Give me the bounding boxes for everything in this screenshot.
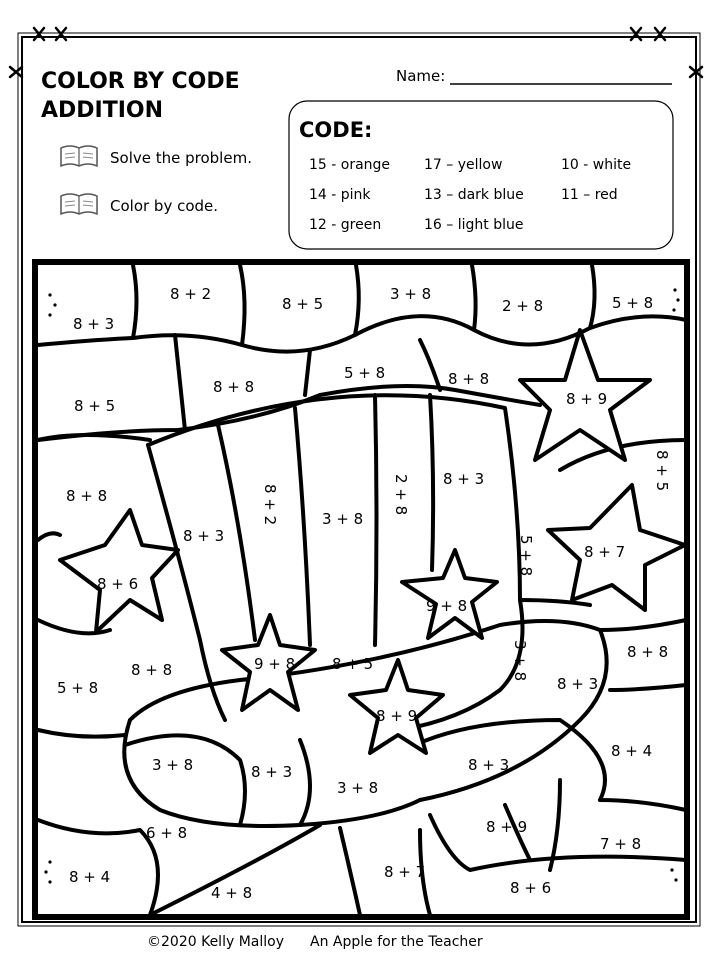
problem-label: 8 + 5 [282,295,324,313]
problem-label: 4 + 8 [211,884,253,902]
code-entry: 15 - orange [309,157,391,173]
problem-label: 2 + 8 [392,474,410,516]
book-icon [61,194,97,214]
name-label: Name: [396,67,446,85]
problem-label: 8 + 5 [332,655,374,673]
problem-label: 3 + 8 [511,640,529,682]
problem-label: 8 + 3 [251,763,293,781]
problem-label: 7 + 8 [600,835,642,853]
code-entry: 10 - white [561,157,632,173]
instruction-solve: Solve the problem. [110,149,252,167]
problem-label: 8 + 5 [74,397,116,415]
problem-label: 8 + 3 [557,675,599,693]
copyright-text: ©2020 Kelly Malloy [147,934,284,950]
problem-label: 8 + 9 [486,818,528,836]
problem-label: 8 + 9 [376,707,418,725]
code-title: CODE: [299,118,373,142]
problem-label: 8 + 2 [170,285,212,303]
problem-label: 8 + 4 [611,742,653,760]
instruction-color: Color by code. [110,197,219,215]
problem-label: 8 + 3 [443,470,485,488]
code-entry: 16 – light blue [424,217,524,233]
problem-label: 8 + 5 [653,450,671,492]
problem-label: 5 + 8 [57,679,99,697]
code-entry: 13 – dark blue [424,187,524,203]
code-entry: 14 - pink [309,187,371,203]
problem-label: 8 + 4 [69,868,111,886]
problem-label: 8 + 9 [566,390,608,408]
brand-text: An Apple for the Teacher [310,934,483,950]
problem-label: 8 + 7 [584,543,626,561]
problem-label: 8 + 3 [468,756,510,774]
problem-label: 8 + 8 [627,643,669,661]
problem-label: 5 + 8 [344,364,386,382]
book-icon [61,146,97,166]
problem-label: 3 + 8 [390,285,432,303]
problem-label: 8 + 3 [73,315,115,333]
worksheet-title-line1: COLOR BY CODE [41,69,240,94]
code-entry: 17 – yellow [424,157,503,173]
problem-label: 9 + 8 [254,655,296,673]
problem-label: 8 + 2 [261,484,279,526]
problem-label: 5 + 8 [517,535,535,577]
problem-label: 5 + 8 [612,294,654,312]
coloring-picture[interactable] [35,262,687,917]
problem-label: 2 + 8 [502,297,544,315]
problem-label: 8 + 8 [131,661,173,679]
problem-label: 8 + 8 [66,487,108,505]
worksheet-title-line2: ADDITION [41,98,164,123]
problem-label: 3 + 8 [152,756,194,774]
code-entry: 12 - green [309,217,382,233]
problem-label: 8 + 6 [510,879,552,897]
problem-label: 8 + 3 [183,527,225,545]
code-entry: 11 – red [561,187,618,203]
problem-label: 8 + 8 [448,370,490,388]
problem-label: 8 + 7 [384,863,426,881]
problem-label: 3 + 8 [337,779,379,797]
problem-label: 8 + 8 [213,378,255,396]
problem-label: 6 + 8 [146,824,188,842]
problem-label: 9 + 8 [426,597,468,615]
problem-label: 8 + 6 [97,575,139,593]
problem-label: 3 + 8 [322,510,364,528]
